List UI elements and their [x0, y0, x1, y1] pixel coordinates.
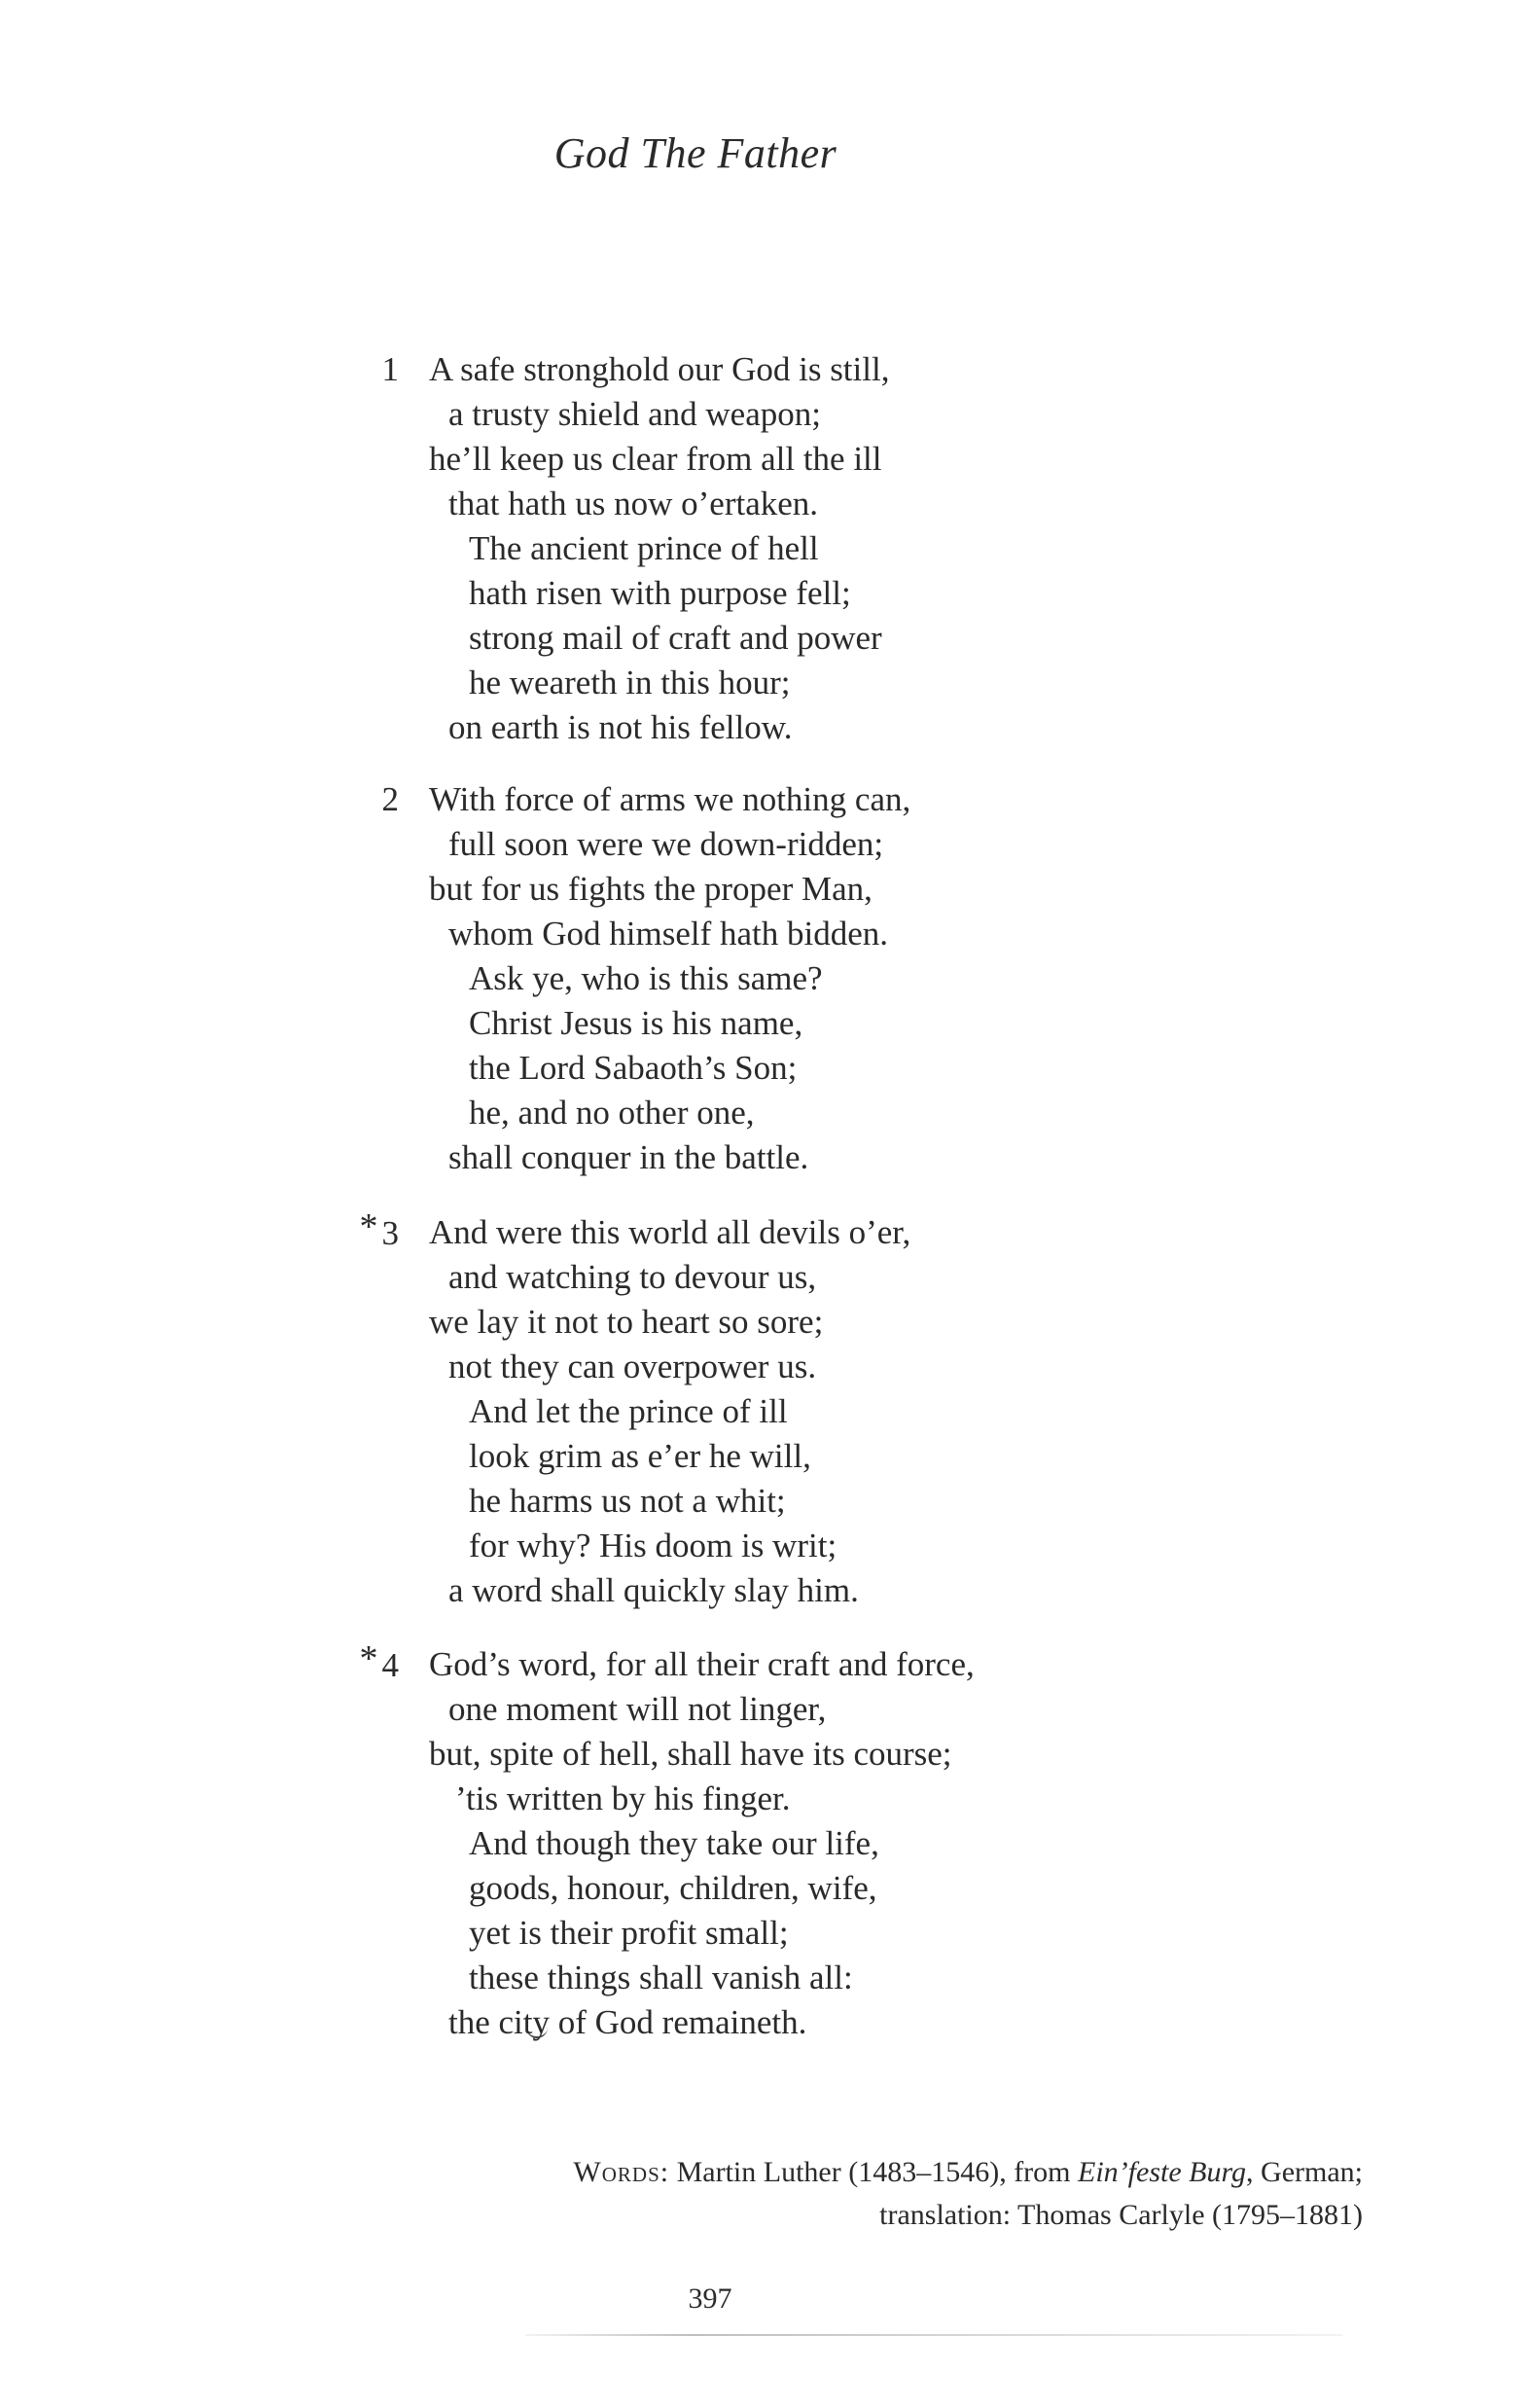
verse-line: Christ Jesus is his name, [469, 1004, 803, 1042]
verse-line: he weareth in this hour; [469, 664, 791, 701]
verse-line: the city of God remaineth. [448, 2003, 807, 2041]
verse-marker: * [359, 1206, 378, 1247]
verse-line: we lay it not to heart so sore; [429, 1303, 824, 1341]
verse-line: ’tis written by his finger. [455, 1779, 791, 1817]
verse-line: and watching to devour us, [448, 1258, 817, 1296]
verse-line: God’s word, for all their craft and force, [429, 1645, 975, 1683]
verse-number: 2 [381, 780, 399, 818]
words-credit [573, 2152, 1363, 2193]
verse-line: for why? His doom is writ; [469, 1527, 837, 1564]
verse-line: the Lord Sabaoth’s Son; [469, 1049, 798, 1087]
verse-number: * 4 [359, 1638, 399, 1684]
verse-line: And though they take our life, [469, 1824, 879, 1862]
verse-number: * 3 [359, 1206, 399, 1252]
source-title: Ein’feste Burg [1078, 2156, 1247, 2188]
verse-line: but for us fights the proper Man, [429, 870, 873, 908]
verse-line: these things shall vanish all: [469, 1959, 853, 1996]
verse-line: not they can overpower us. [448, 1348, 817, 1385]
verse-line: a word shall quickly slay him. [448, 1571, 859, 1609]
verse-line: a trusty shield and weapon; [448, 395, 821, 433]
verse-line: one moment will not linger, [448, 1690, 827, 1728]
verse-line: With force of arms we nothing can, [429, 780, 911, 818]
verse-line: shall conquer in the battle. [448, 1138, 809, 1176]
words-label: Words: [573, 2156, 670, 2188]
verse-line: goods, honour, children, wife, [469, 1869, 877, 1907]
verse-marker: * [359, 1638, 378, 1679]
verse-line: full soon were we down-ridden; [448, 825, 884, 863]
page-number: 397 [688, 2282, 732, 2315]
verse-line: strong mail of craft and power [469, 619, 882, 657]
verse-line: he’ll keep us clear from all the ill [429, 440, 882, 478]
source-language: , German; [1246, 2156, 1363, 2188]
verse-number: 1 [381, 350, 399, 388]
verse-line: A safe stronghold our God is still, [429, 350, 890, 388]
verse-line: And let the prince of ill [469, 1392, 788, 1430]
verse-line: he harms us not a whit; [469, 1482, 786, 1520]
verse-line: Ask ye, who is this same? [469, 959, 823, 997]
page-title: God The Father [553, 129, 837, 177]
verse-line: yet is their profit small; [469, 1914, 789, 1952]
verse-line: but, spite of hell, shall have its course; [429, 1735, 952, 1773]
verse-line: whom God himself hath bidden. [448, 915, 889, 952]
verse-line: he, and no other one, [469, 1094, 755, 1132]
verse-line: look grim as e’er he will, [469, 1437, 811, 1475]
translation-credit: translation: Thomas Carlyle (1795–1881) [879, 2199, 1363, 2231]
verse-line: that hath us now o’ertaken. [448, 485, 819, 522]
verse-line: The ancient prince of hell [469, 529, 819, 567]
verse-line: on earth is not his fellow. [448, 708, 793, 746]
verse-line: And were this world all devils o’er, [429, 1213, 911, 1251]
footer-rule [525, 2334, 1342, 2336]
words-author: Martin Luther (1483–1546), from [676, 2156, 1071, 2188]
verse-line: hath risen with purpose fell; [469, 574, 851, 612]
